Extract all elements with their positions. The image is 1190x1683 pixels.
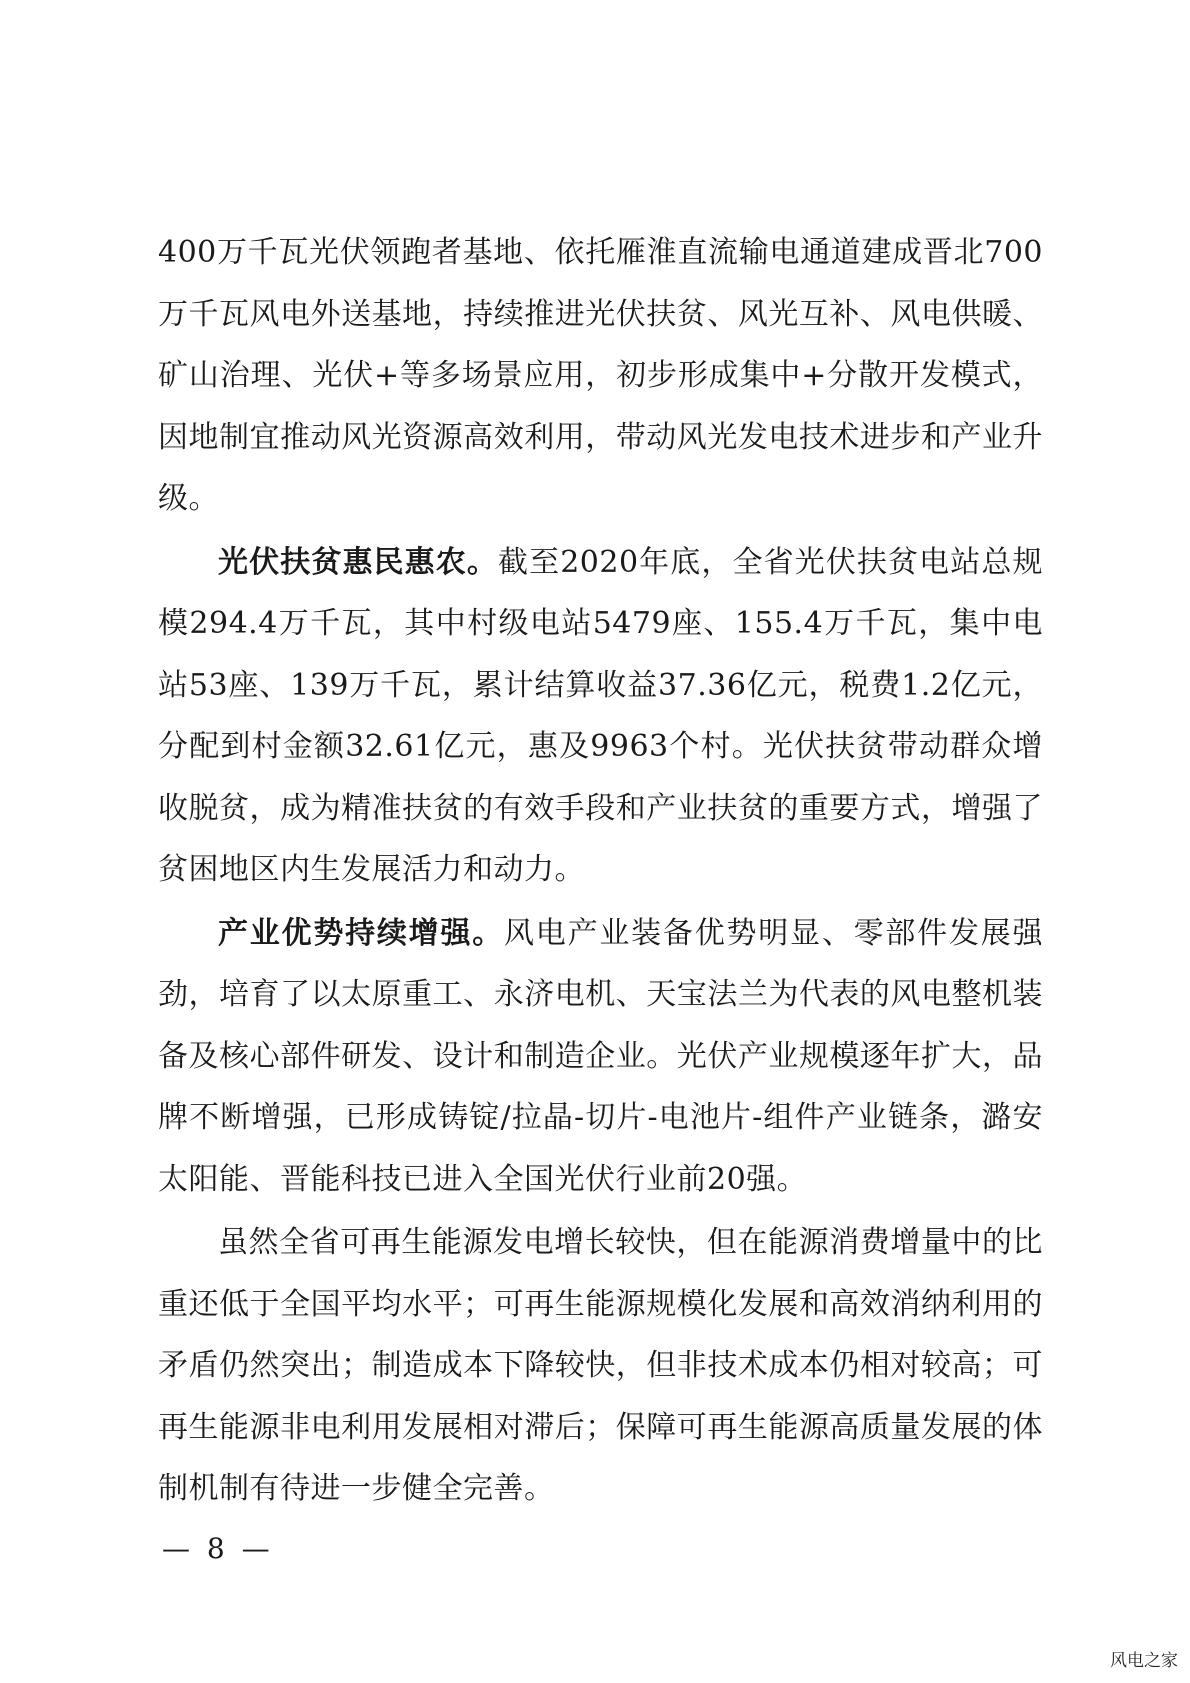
paragraph-text: 虽然全省可再生能源发电增长较快，但在能源消费增量中的比重还低于全国平均水平；可再生能源规模化发展和高效消纳利用的矛盾仍然突出；制造成本下降较快，但非技术成本仍相对较高；可再生能源非电利用发展相对滞后；保障可再生能源高质量发展的体制机制有待进一步健全完善。 <box>158 1225 1043 1506</box>
page-number: — 8 — <box>162 1532 274 1565</box>
paragraph-text: 截至2020年底，全省光伏扶贫电站总规模294.4万千瓦，其中村级电站5479座、155.4万千瓦，集中电站53座、139万千瓦，累计结算收益37.36亿元，税费1.2亿元，分配到村金额32.61亿元，惠及9963个村。光伏扶贫带动群众增收脱贫，成为精准扶贫的有效手段和产业扶贫的重要方式，增强了贫困地区内生发展活力和动力。 <box>158 544 1043 887</box>
paragraph-industry-advantage <box>158 903 1043 1211</box>
paragraph-continuation <box>158 222 1043 530</box>
paragraph-lead: 产业优势持续增强。 <box>218 915 505 951</box>
watermark: 风电之家 <box>1110 1651 1178 1671</box>
paragraph-text: 风电产业装备优势明显、零部件发展强劲，培育了以太原重工、永济电机、天宝法兰为代表的风电整机装备及核心部件研发、设计和制造企业。光伏产业规模逐年扩大，品牌不断增强，已形成铸锭/拉晶-切片-电池片-组件产业链条，潞安太阳能、晋能科技已进入全国光伏行业前20强。 <box>158 915 1044 1197</box>
paragraph-poverty-alleviation <box>158 532 1043 901</box>
paragraph-text: 400万千瓦光伏领跑者基地、依托雁淮直流输电通道建成晋北700万千瓦风电外送基地，持续推进光伏扶贫、风光互补、风电供暖、矿山治理、光伏+等多场景应用，初步形成集中+分散开发模式，因地制宜推动风光资源高效利用，带动风光发电技术进步和产业升级。 <box>158 235 1043 516</box>
paragraph-lead: 光伏扶贫惠民惠农。 <box>218 544 498 580</box>
paragraph-challenges <box>158 1212 1043 1520</box>
document-body <box>158 222 1043 1522</box>
